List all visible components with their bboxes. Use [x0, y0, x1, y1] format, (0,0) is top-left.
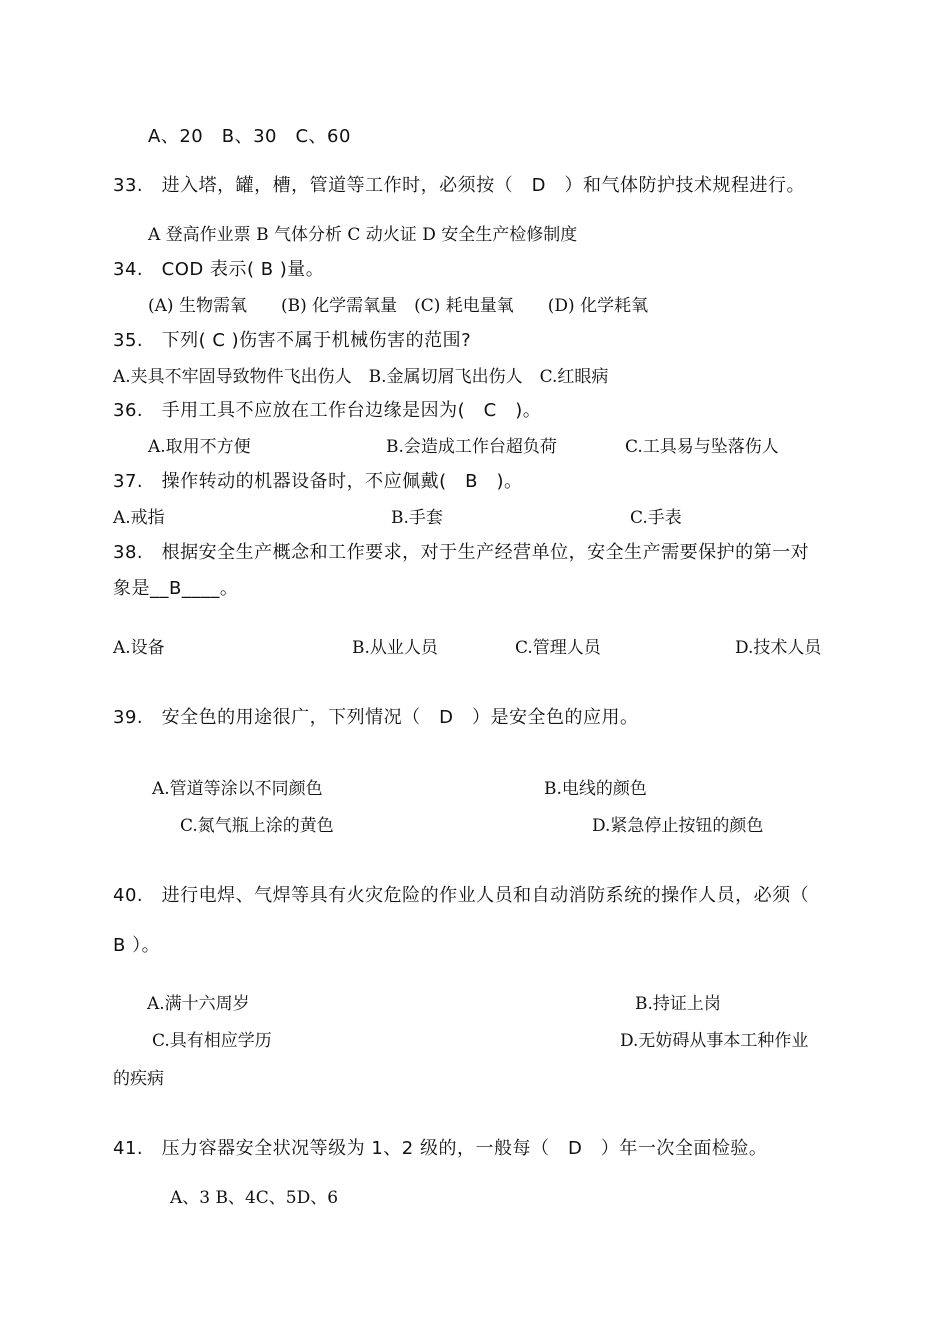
q34-options: (A) 生物需氧 (B) 化学需氧量 (C) 耗电量氧 (D) 化学耗氧	[148, 296, 649, 316]
q39-option-b: B.电线的颜色	[544, 779, 647, 799]
q36-option-a: A.取用不方便	[148, 437, 251, 457]
q36-option-c: C.工具易与坠落伤人	[625, 437, 779, 457]
q38-option-b: B.从业人员	[352, 638, 438, 658]
q38-stem-line2: 象是__B____。	[113, 578, 239, 599]
q36-option-b: B.会造成工作台超负荷	[386, 437, 557, 457]
q33-stem: 33. 进入塔，罐，槽，管道等工作时，必须按（ D ）和气体防护技术规程进行。	[113, 175, 805, 196]
q37-option-c: C.手表	[630, 508, 682, 528]
q40-option-a: A.满十六周岁	[147, 994, 250, 1014]
q39-stem: 39. 安全色的用途很广，下列情况（ D ）是安全色的应用。	[113, 707, 639, 728]
q40-stem-line1: 40. 进行电焊、气焊等具有火灾危险的作业人员和自动消防系统的操作人员，必须（	[113, 885, 810, 906]
q38-option-d: D.技术人员	[735, 638, 822, 658]
q41-options: A、3 B、4C、5D、6	[170, 1188, 339, 1208]
q35-options: A.夹具不牢固导致物件飞出伤人 B.金属切屑飞出伤人 C.红眼病	[113, 367, 609, 387]
q37-option-a: A.戒指	[113, 508, 165, 528]
q38-option-c: C.管理人员	[515, 638, 601, 658]
q37-option-b: B.手套	[391, 508, 443, 528]
q35-stem: 35. 下列( C )伤害不属于机械伤害的范围?	[113, 330, 472, 351]
q38-option-a: A.设备	[113, 638, 165, 658]
q34-stem: 34. COD 表示( B )量。	[113, 259, 325, 280]
q37-stem: 37. 操作转动的机器设备时，不应佩戴( B )。	[113, 471, 523, 492]
q40-option-c: C.具有相应学历	[152, 1031, 272, 1051]
q36-stem: 36. 手用工具不应放在工作台边缘是因为( C )。	[113, 400, 542, 421]
q39-option-d: D.紧急停止按钮的颜色	[592, 816, 764, 836]
q40-stem-line2: B ）。	[113, 935, 161, 956]
q33-options: A 登高作业票 B 气体分析 C 动火证 D 安全生产检修制度	[148, 225, 578, 245]
q41-stem: 41. 压力容器安全状况等级为 1、2 级的，一般每（ D ）年一次全面检验。	[113, 1138, 768, 1159]
q38-stem-line1: 38. 根据安全生产概念和工作要求，对于生产经营单位，安全生产需要保护的第一对	[113, 542, 810, 563]
q39-option-c: C.氮气瓶上涂的黄色	[180, 816, 334, 836]
q40-option-d: D.无妨碍从事本工种作业	[620, 1031, 809, 1051]
q40-option-d-continued: 的疾病	[113, 1069, 164, 1089]
q39-option-a: A.管道等涂以不同颜色	[152, 779, 323, 799]
q40-option-b: B.持证上岗	[635, 994, 721, 1014]
q32-options: A、20 B、30 C、60	[148, 126, 351, 147]
